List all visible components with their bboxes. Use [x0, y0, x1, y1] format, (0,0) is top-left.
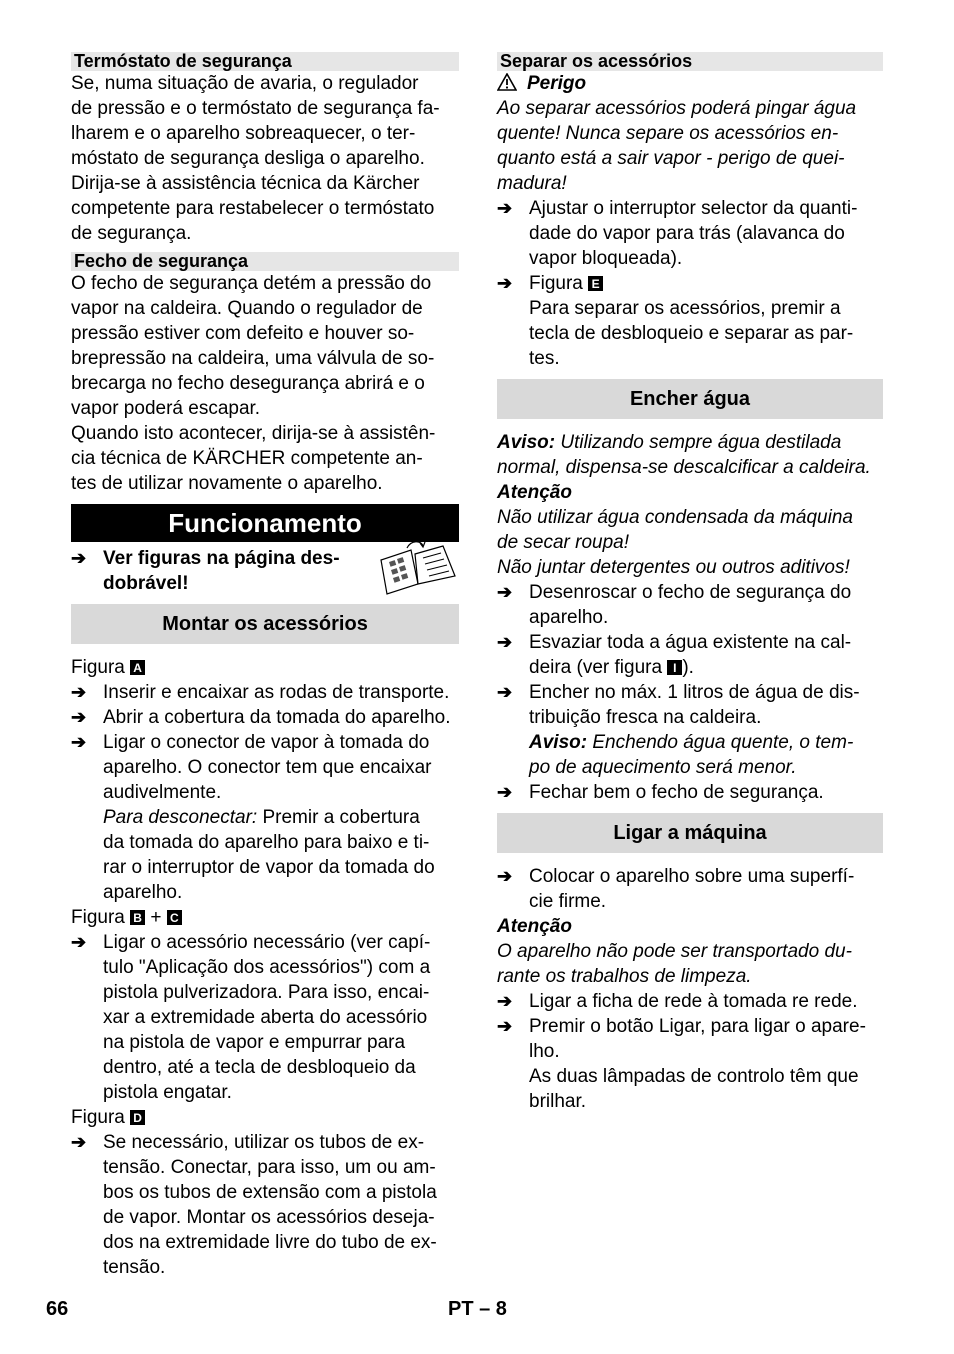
list-item: ➔ Encher no máx. 1 litros de água de dis- tribuição fresca na caldeira. Aviso: Enchendo água quente, o tem- po de aquecimento será menor. [497, 682, 860, 778]
danger-text: Ao separar acessórios poderá pingar água quente! Nunca separe os acessórios en- quanto está a sair vapor - perigo de quei- madura! [497, 98, 857, 194]
arrow-icon: ➔ [71, 1132, 87, 1152]
heading-safety-thermostat: Termóstato de segurança [71, 52, 459, 71]
figure-a-label: Figura A [71, 655, 459, 680]
list-item: ➔ Ligar a ficha de rede à tomada re rede. [497, 991, 858, 1012]
heading-mount-accessories: Montar os acessórios [71, 604, 459, 644]
arrow-icon: ➔ [497, 682, 513, 702]
heading-safety-lock: Fecho de segurança [71, 252, 459, 271]
heading-operation: Funcionamento [71, 504, 459, 542]
arrow-icon: ➔ [497, 866, 513, 886]
list-item: ➔ Abrir a cobertura da tomada do aparelho. [71, 707, 451, 728]
list-item: ➔ Premir o botão Ligar, para ligar o apare- lho. As duas lâmpadas de controlo têm que brilhar. [497, 1016, 866, 1112]
figure-b-badge: B [130, 910, 145, 925]
list-item: ➔ Figura E Para separar os acessórios, premir a tecla de desbloqueio e separar as par- tes. [497, 273, 854, 369]
arrow-icon: ➔ [497, 1016, 513, 1036]
paragraph-safety-thermostat: Se, numa situação de avaria, o regulador de pressão e o termóstato de segurança fa- lharem e o aparelho sobreaquecer, o ter- móstato de segurança desliga o aparelho. Dirija-se à assistência técnica da Kärcher competente para restabelecer o termóstato de segurança. [71, 73, 440, 244]
arrow-icon: ➔ [71, 932, 87, 952]
arrow-icon: ➔ [497, 991, 513, 1011]
list-item: ➔ Fechar bem o fecho de segurança. [497, 782, 824, 803]
attention-text: Não utilizar água condensada da máquina de secar roupa! Não juntar detergentes ou outros aditivos! [497, 507, 853, 578]
attention-text-2: O aparelho não pode ser transportado du- rante os trabalhos de limpeza. [497, 941, 852, 987]
figure-i-badge: I [667, 660, 682, 675]
list-item: ➔ Ajustar o interruptor selector da quanti- dade do vapor para trás (alavanca do vapor bloqueada). [497, 198, 858, 269]
arrow-icon: ➔ [497, 782, 513, 802]
warning-triangle-icon [497, 73, 517, 91]
see-figures-note: ➔ Ver figuras na página des- dobrável! [71, 546, 459, 596]
arrow-icon: ➔ [497, 273, 513, 293]
paragraph-safety-lock: O fecho de segurança detém a pressão do vapor na caldeira. Quando o regulador de pressão estiver com defeito e houver so- brepressão na caldeira, uma válvula de so- brecarga no fecho desegurança abrirá e o vapor poderá escapar. Quando isto acontecer, dirija-se à assistên- cia técnica de KÄRCHER competente an- tes de utilizar novamente o aparelho. [71, 273, 436, 494]
notice-distilled-water: Aviso: Utilizando sempre água destilada normal, dispensa-se descalcificar a caldeira. [497, 432, 871, 478]
disconnect-label: Para desconectar: [103, 807, 258, 828]
list-item: ➔ Inserir e encaixar as rodas de transporte. [71, 682, 450, 703]
arrow-icon: ➔ [71, 548, 87, 568]
arrow-icon: ➔ [497, 198, 513, 218]
figure-a-badge: A [130, 660, 145, 675]
section-page-label: PT – 8 [448, 1298, 507, 1320]
list-item: ➔ Esvaziar toda a água existente na cal- deira (ver figura I ). [497, 632, 852, 678]
figure-d-badge: D [130, 1110, 145, 1125]
page-number: 66 [46, 1298, 69, 1320]
arrow-icon: ➔ [71, 732, 87, 752]
list-item: ➔ Colocar o aparelho sobre uma superfí- cie firme. [497, 866, 855, 912]
list-item: ➔ Ligar o conector de vapor à tomada do aparelho. O conector tem que encaixar audivelmente. Para desconectar: Premir a cobertura da tomada do aparelho para baixo e ti- rar o interruptor de vapor da tomada do aparelho. [71, 732, 435, 903]
figure-e-badge: E [588, 276, 603, 291]
attention-label-2: Atenção [497, 916, 572, 937]
list-item: ➔ Se necessário, utilizar os tubos de ex- tensão. Conectar, para isso, um ou am- bos os tubos de extensão com a pistola de vapor. Montar os acessórios deseja- dos na extremidade livre do tubo de ex- tensão. [71, 1132, 437, 1278]
arrow-icon: ➔ [71, 707, 87, 727]
arrow-icon: ➔ [497, 582, 513, 602]
right-column [497, 52, 883, 1114]
figure-d-label: Figura D [71, 1105, 459, 1130]
danger-label: Perigo [497, 71, 883, 96]
heading-fill-water: Encher água [497, 379, 883, 419]
figure-bc-label: Figura B + C [71, 905, 459, 930]
heading-separate-accessories: Separar os acessórios [497, 52, 883, 71]
arrow-icon: ➔ [71, 682, 87, 702]
attention-label: Atenção [497, 482, 572, 503]
heading-switch-on: Ligar a máquina [497, 813, 883, 853]
list-item: ➔ Desenroscar o fecho de segurança do aparelho. [497, 582, 852, 628]
arrow-icon: ➔ [497, 632, 513, 652]
foldout-book-icon [377, 540, 459, 596]
left-column [71, 52, 459, 1280]
figure-c-badge: C [167, 910, 182, 925]
list-item: ➔ Ligar o acessório necessário (ver capí- tulo "Aplicação dos acessórios") com a pistola pulverizadora. Para isso, encai- xar a extremidade aberta do acessório na pistola de vapor e empurrar para dentro, até a tecla de desbloqueio da pistola engatar. [71, 932, 431, 1103]
